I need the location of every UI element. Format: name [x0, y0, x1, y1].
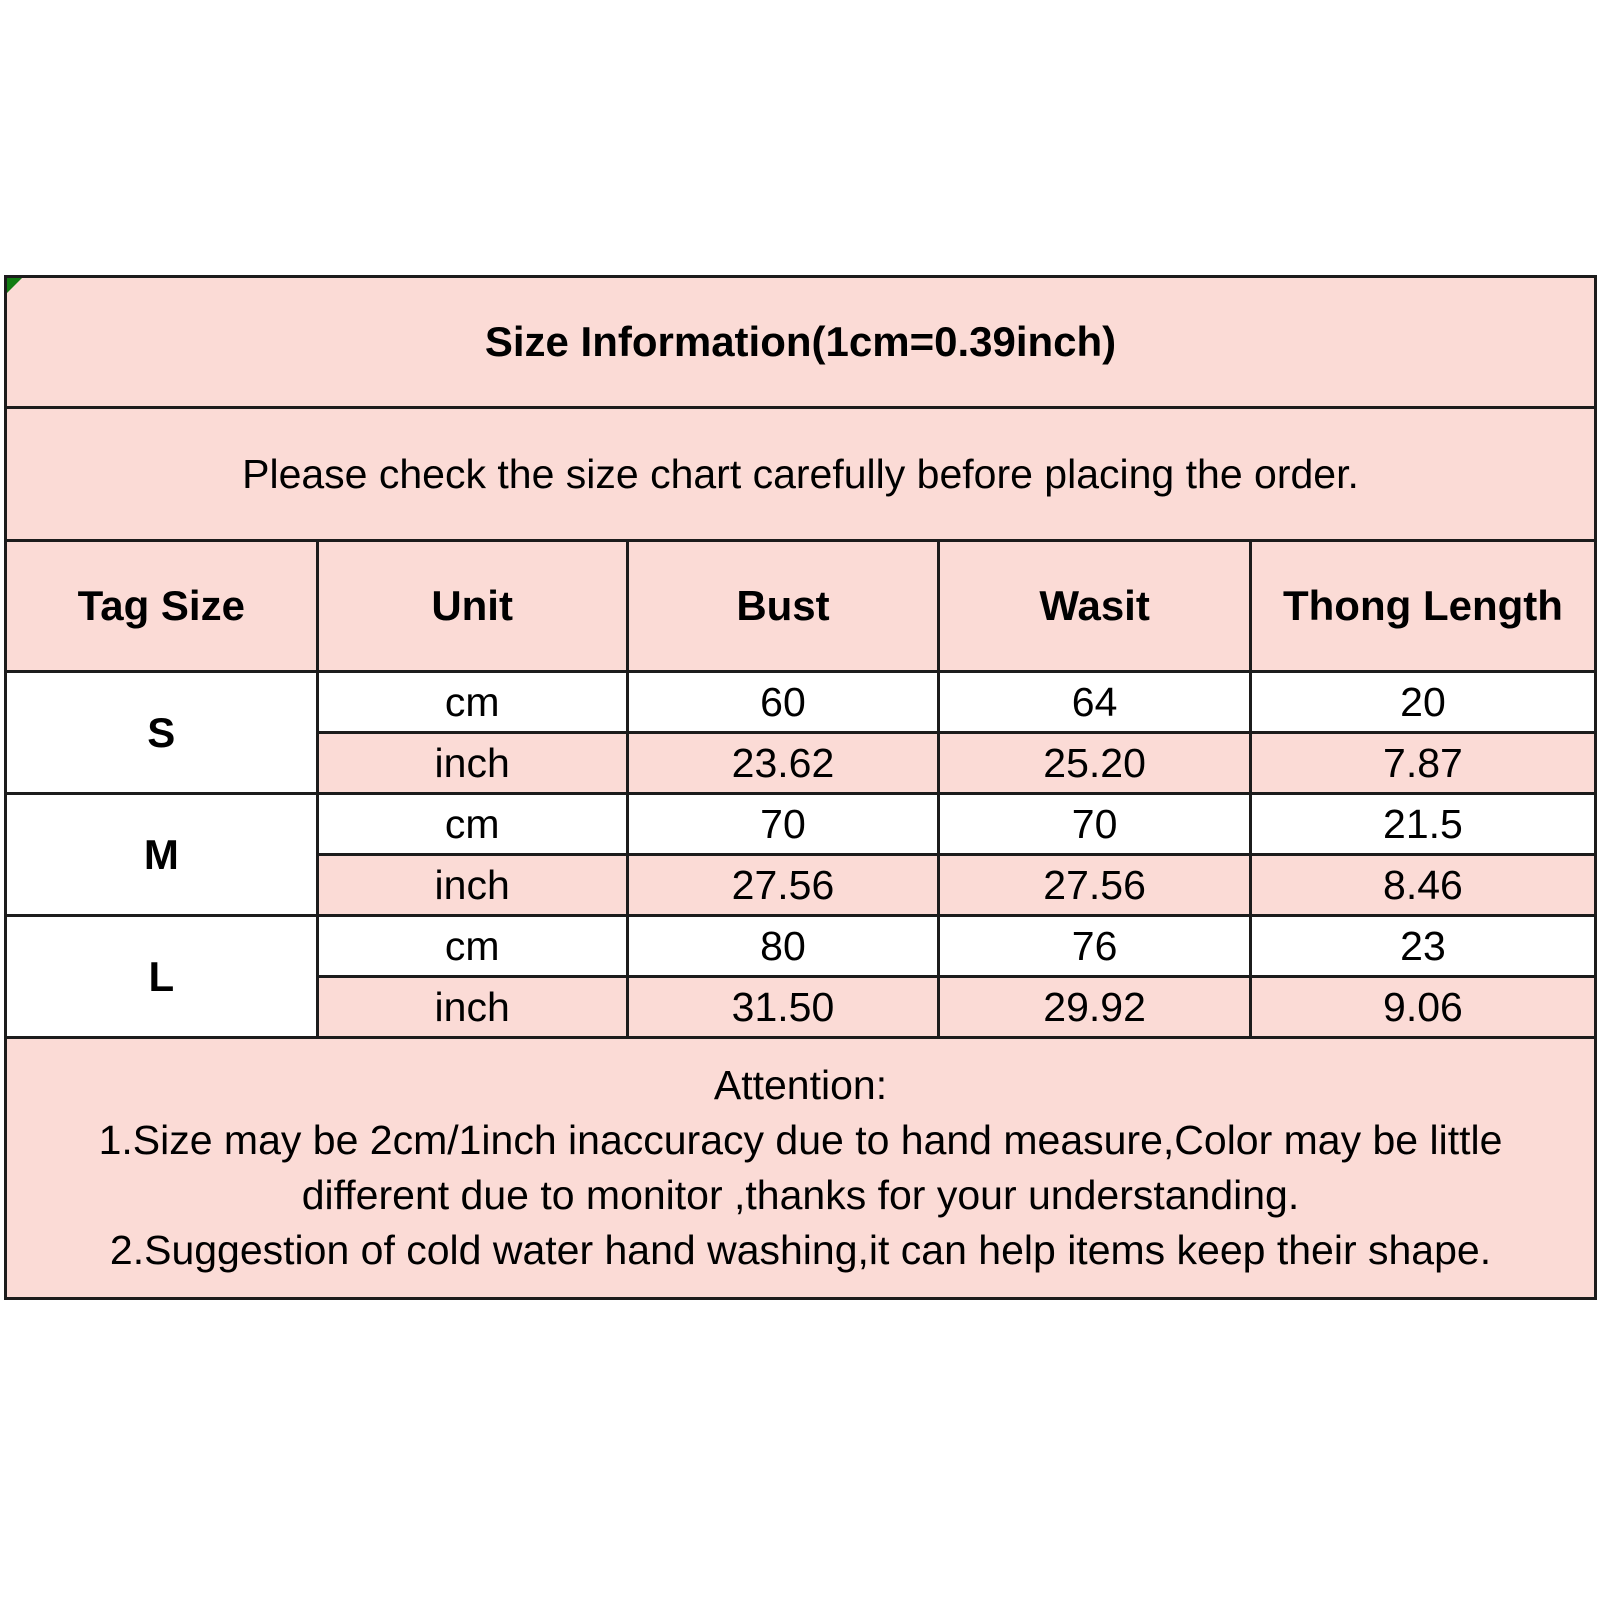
- unit-label: cm: [317, 916, 627, 977]
- corner-marker-icon: [7, 278, 22, 293]
- cell-m-bust-inch: 27.56: [627, 855, 939, 916]
- header-row: [6, 541, 1596, 672]
- tag-size-m: M: [6, 794, 318, 916]
- cell-m-length-inch: 8.46: [1250, 855, 1595, 916]
- cell-l-length-inch: 9.06: [1250, 977, 1595, 1038]
- cell-l-length-cm: 23: [1250, 916, 1595, 977]
- cell-m-waist-cm: 70: [939, 794, 1251, 855]
- size-table: [4, 275, 1597, 1300]
- unit-label: inch: [317, 733, 627, 794]
- cell-s-waist-cm: 64: [939, 672, 1251, 733]
- column-header-tag-size: Tag Size: [6, 541, 318, 672]
- attention-line-1-wrap: different due to monitor ,thanks for your understanding.: [301, 1172, 1300, 1218]
- column-header-unit: Unit: [317, 541, 627, 672]
- column-header-waist: Wasit: [939, 541, 1251, 672]
- attention-line-2: 2.Suggestion of cold water hand washing,it can help items keep their shape.: [109, 1227, 1492, 1273]
- table-row-l-cm: [6, 916, 1596, 977]
- unit-label: cm: [317, 794, 627, 855]
- cell-l-waist-inch: 29.92: [939, 977, 1251, 1038]
- cell-l-waist-cm: 76: [939, 916, 1251, 977]
- tag-size-s: S: [6, 672, 318, 794]
- cell-s-bust-cm: 60: [627, 672, 939, 733]
- attention-note: [6, 1038, 1596, 1299]
- column-header-thong-length: Thong Length: [1250, 541, 1595, 672]
- page-title: Size Information(1cm=0.39inch): [6, 277, 1596, 408]
- cell-m-length-cm: 21.5: [1250, 794, 1595, 855]
- column-header-bust: Bust: [627, 541, 939, 672]
- unit-label: inch: [317, 855, 627, 916]
- title-row: [6, 277, 1596, 408]
- cell-l-bust-inch: 31.50: [627, 977, 939, 1038]
- attention-row: [6, 1038, 1596, 1299]
- cell-s-waist-inch: 25.20: [939, 733, 1251, 794]
- size-chart-sheet: [4, 275, 1597, 1300]
- cell-m-bust-cm: 70: [627, 794, 939, 855]
- cell-s-length-inch: 7.87: [1250, 733, 1595, 794]
- table-row-m-cm: [6, 794, 1596, 855]
- cell-s-bust-inch: 23.62: [627, 733, 939, 794]
- cell-m-waist-inch: 27.56: [939, 855, 1251, 916]
- unit-label: inch: [317, 977, 627, 1038]
- cell-l-bust-cm: 80: [627, 916, 939, 977]
- unit-label: cm: [317, 672, 627, 733]
- subtitle-row: [6, 408, 1596, 541]
- attention-heading: Attention:: [713, 1062, 888, 1108]
- tag-size-l: L: [6, 916, 318, 1038]
- subtitle-text: Please check the size chart carefully before placing the order.: [6, 408, 1596, 541]
- table-row-s-cm: [6, 672, 1596, 733]
- cell-s-length-cm: 20: [1250, 672, 1595, 733]
- attention-line-1: 1.Size may be 2cm/1inch inaccuracy due to hand measure,Color may be little: [98, 1117, 1503, 1163]
